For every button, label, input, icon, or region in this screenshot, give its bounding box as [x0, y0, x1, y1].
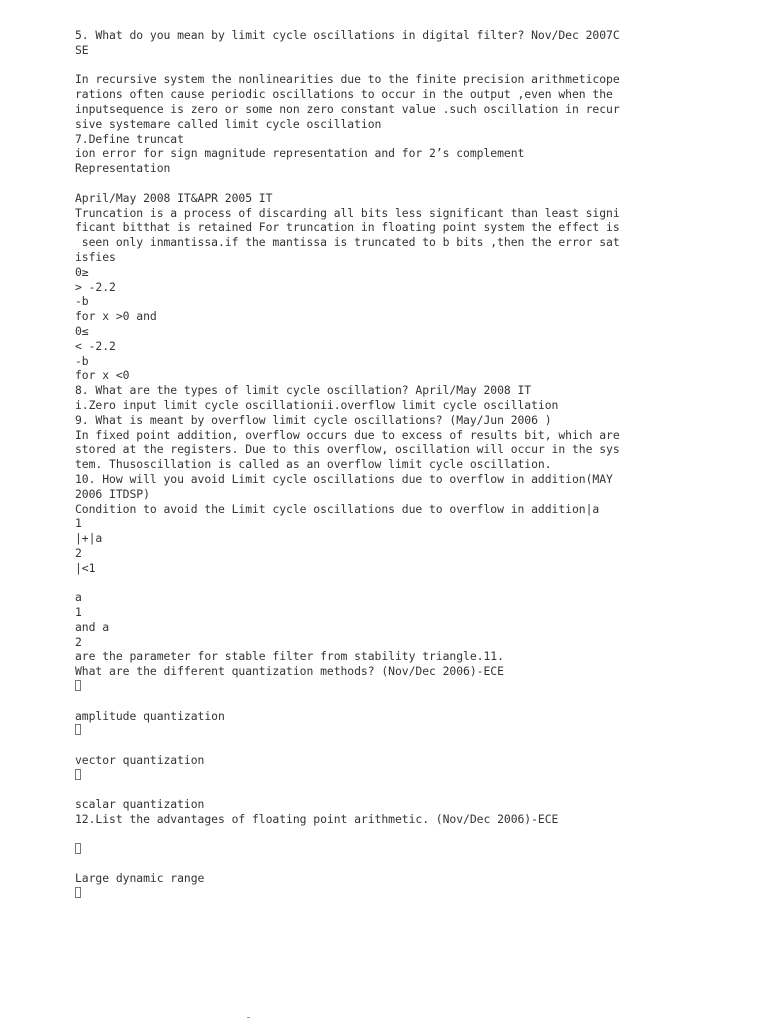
blank-line — [75, 575, 755, 590]
blank-line — [75, 783, 755, 798]
text-line: 9. What is meant by overflow limit cycle oscillations? (May/Jun 2006 ) — [75, 412, 552, 427]
blank-line — [75, 694, 755, 709]
text-line: inputsequence is zero or some non zero constant value .such oscillation in recur — [75, 101, 620, 116]
text-line: 12.List the advantages of floating point arithmetic. (Nov/Dec 2006)-ECE — [75, 812, 559, 827]
text-line: Representation — [75, 161, 171, 176]
text-line: In recursive system the nonlinearities due to the finite precision arithmeticope — [75, 72, 620, 87]
text-line: a — [75, 590, 82, 605]
text-line: Truncation is a process of discarding all bits less significant than least signi — [75, 205, 620, 220]
text-line: -b — [75, 353, 89, 368]
missing-glyph-icon — [75, 769, 81, 780]
bullet-glyph-line — [75, 842, 755, 857]
bullet-glyph-line — [75, 768, 755, 783]
text-line: tem. Thusoscillation is called as an overflow limit cycle oscillation. — [75, 457, 552, 472]
text-line: 1 — [75, 605, 82, 620]
text-line: sive systemare called limit cycle oscillation — [75, 116, 382, 131]
text-line: 0≤ — [75, 323, 89, 338]
text-line: isfies — [75, 249, 116, 264]
text-line: 5. What do you mean by limit cycle oscillations in digital filter? Nov/Dec 2007C — [75, 28, 620, 42]
text-line: ion error for sign magnitude representation and for 2’s complement — [75, 146, 525, 161]
text-line: > -2.2 — [75, 279, 116, 294]
blank-line — [75, 857, 755, 872]
text-line: 0≥ — [75, 264, 89, 279]
blank-line — [75, 827, 755, 842]
text-line: amplitude quantization — [75, 708, 225, 723]
text-line: 2 — [75, 634, 82, 649]
text-line: Large dynamic range — [75, 871, 205, 886]
text-line: In fixed point addition, overflow occurs due to excess of results bit, which are — [75, 427, 620, 442]
text-line: 8. What are the types of limit cycle oscillation? April/May 2008 IT — [75, 383, 532, 398]
text-line: What are the different quantization methods? (Nov/Dec 2006)-ECE — [75, 664, 504, 679]
text-line: 10. How will you avoid Limit cycle oscillations due to overflow in addition(MAY — [75, 471, 613, 486]
bullet-glyph-line — [75, 679, 755, 694]
text-line: 7.Define truncat — [75, 131, 184, 146]
missing-glyph-icon — [75, 724, 81, 735]
text-line: |+|a — [75, 531, 103, 546]
text-line: are the parameter for stable filter from stability triangle.11. — [75, 649, 504, 664]
missing-glyph-icon — [75, 843, 81, 854]
text-line: SE — [75, 42, 89, 57]
text-line: vector quantization — [75, 753, 205, 768]
text-line: April/May 2008 IT&APR 2005 IT — [75, 190, 273, 205]
page-footer-mark — [247, 1017, 250, 1021]
blank-line — [75, 738, 755, 753]
text-line: 1 — [75, 516, 82, 531]
text-line: scalar quantization — [75, 797, 205, 812]
text-line: stored at the registers. Due to this overflow, oscillation will occur in the sys — [75, 442, 620, 457]
blank-line — [75, 58, 755, 73]
text-line: < -2.2 — [75, 338, 116, 353]
bullet-glyph-line — [75, 723, 755, 738]
text-line: i.Zero input limit cycle oscillationii.overflow limit cycle oscillation — [75, 397, 559, 412]
text-line: for x >0 and — [75, 309, 157, 324]
text-line: and a — [75, 619, 110, 634]
text-line: -b — [75, 294, 89, 309]
text-line: rations often cause periodic oscillations to occur in the output ,even when the — [75, 87, 613, 102]
text-line: Condition to avoid the Limit cycle oscillations due to overflow in addition|a — [75, 501, 600, 516]
text-line: seen only inmantissa.if the mantissa is truncated to b bits ,then the error sat — [75, 235, 620, 250]
text-line: 2006 ITDSP) — [75, 486, 150, 501]
missing-glyph-icon — [75, 680, 81, 691]
text-line: ficant bitthat is retained For truncation in floating point system the effect is — [75, 220, 620, 235]
text-line: for x <0 — [75, 368, 130, 383]
blank-line — [75, 176, 755, 191]
document-page — [75, 28, 755, 901]
missing-glyph-icon — [75, 887, 81, 898]
text-line: 2 — [75, 545, 82, 560]
text-line: |<1 — [75, 560, 96, 575]
bullet-glyph-line — [75, 886, 755, 901]
